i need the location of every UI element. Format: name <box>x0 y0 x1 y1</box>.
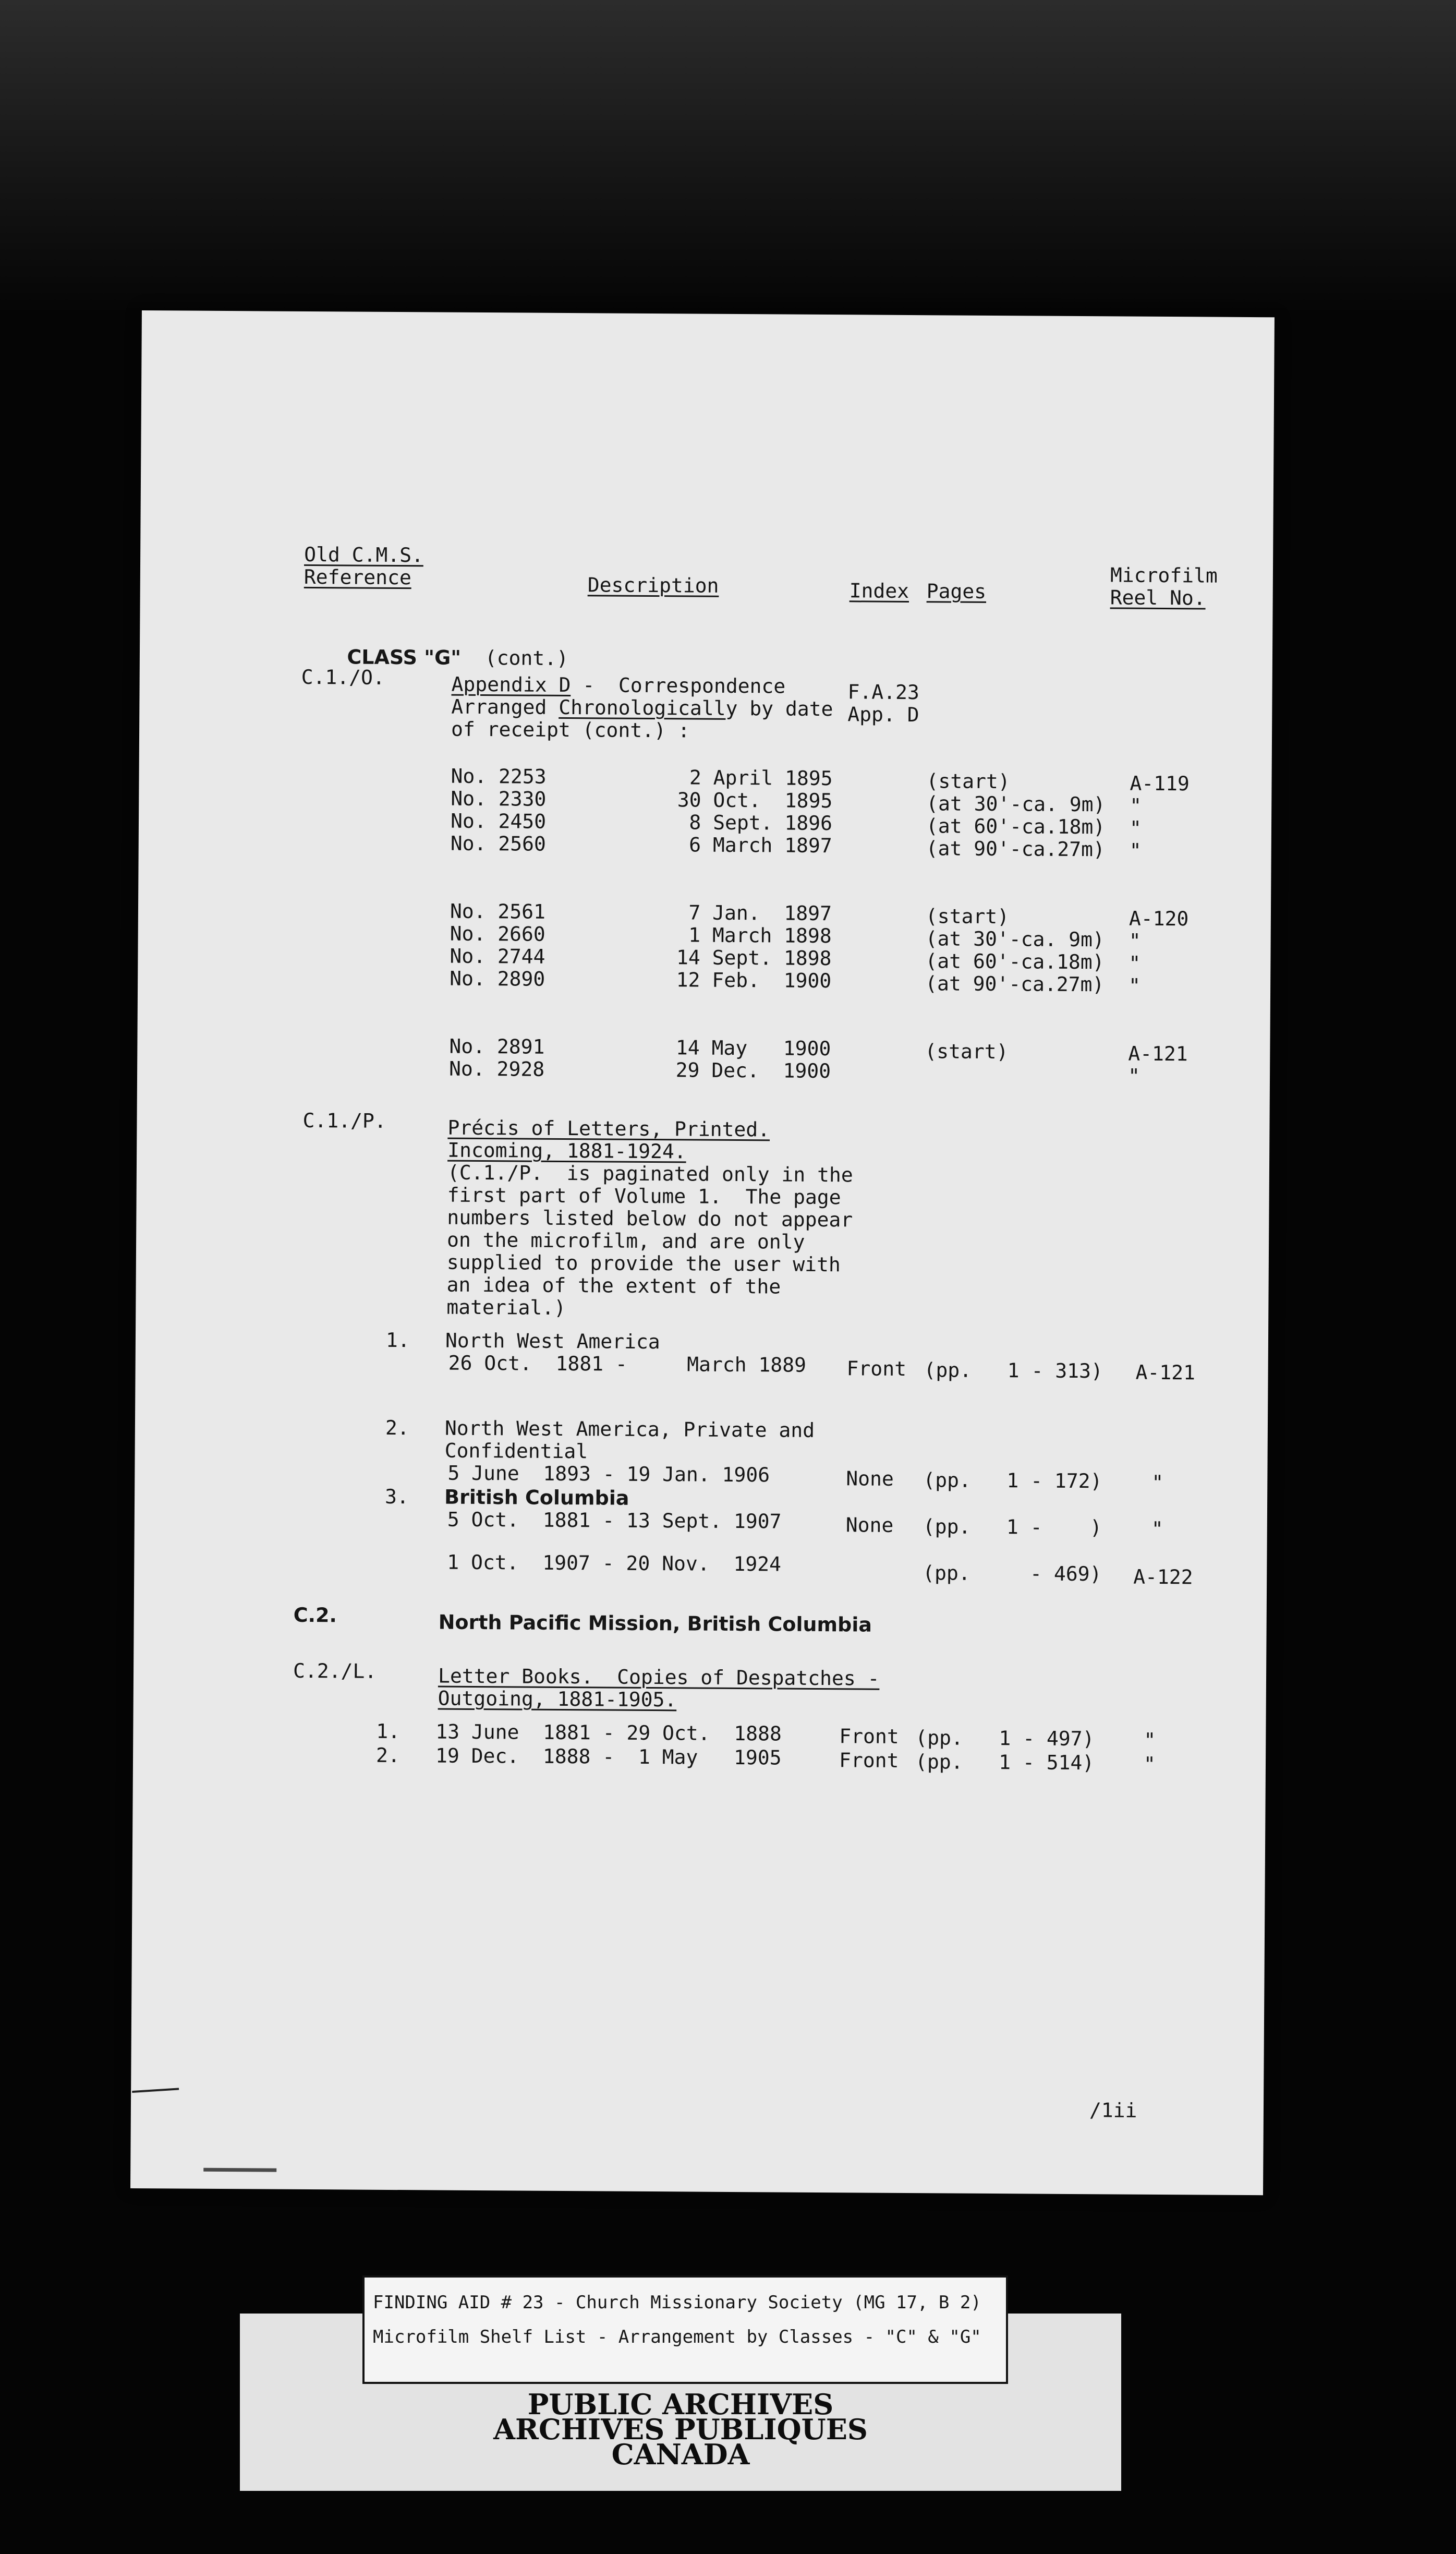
entry-pages: (start) <box>925 1040 1009 1064</box>
class-heading-label: CLASS "G" <box>347 645 462 669</box>
entry-number: No. 2890 <box>450 967 545 991</box>
page-edge-mark <box>203 2168 276 2172</box>
entry-date: 14 May 1900 <box>675 1036 831 1061</box>
item-reel: " <box>1151 1517 1163 1541</box>
item-title: North West America, Private and <box>444 1416 815 1442</box>
entry-pages: (at 30'-ca. 9m) <box>926 792 1106 816</box>
item-dates: 5 Oct. 1881 - 13 Sept. 1907 <box>447 1508 782 1533</box>
item-number: 3. <box>384 1485 409 1509</box>
letterbook-pages: (pp. 1 - 514) <box>915 1750 1095 1775</box>
c1o-index2: App. D <box>847 703 919 727</box>
letterbook-reel: " <box>1144 1728 1156 1752</box>
item-title: British Columbia <box>444 1485 629 1510</box>
entry-reel: " <box>1129 951 1141 975</box>
entry-reel: A-119 <box>1130 772 1190 796</box>
c2-title: North Pacific Mission, British Columbia <box>438 1610 872 1636</box>
entry-number: No. 2450 <box>450 809 547 833</box>
c1o-index1: F.A.23 <box>847 680 919 704</box>
c2l-ref: C.2./L. <box>293 1659 377 1683</box>
header-description: Description <box>587 573 719 597</box>
entry-reel: " <box>1130 794 1142 817</box>
c1p-note-line: numbers listed below do not appear <box>447 1206 853 1232</box>
entry-number: No. 2928 <box>448 1057 545 1081</box>
c1p-note-line: (C.1./P. is paginated only in the <box>447 1161 853 1187</box>
c1p-note-line: on the microfilm, and are only <box>446 1228 805 1254</box>
entry-pages: (at 60'-ca.18m) <box>926 814 1106 839</box>
stamp-line2: ARCHIVES PUBLIQUES <box>493 2413 868 2446</box>
letterbook-pages: (pp. 1 - 497) <box>915 1726 1095 1751</box>
c1o-line2-pre: Arranged <box>451 695 559 719</box>
margin-mark <box>132 2088 179 2093</box>
letterbook-reel: " <box>1143 1752 1156 1776</box>
item-reel: A-121 <box>1135 1360 1196 1384</box>
entry-date: 1 March 1898 <box>688 923 832 948</box>
header-reel-line2: Reel No. <box>1110 586 1206 610</box>
header-pages: Pages <box>926 580 987 603</box>
item-dates: 5 June 1893 - 19 Jan. 1906 <box>447 1461 770 1487</box>
letterbook-number: 1. <box>376 1719 401 1743</box>
header-reel-line1: Microfilm <box>1110 563 1218 587</box>
item-title: North West America <box>445 1329 660 1354</box>
entry-date: 8 Sept. 1896 <box>689 811 833 835</box>
c1p-note-line: material.) <box>446 1295 566 1320</box>
letterbook-dates: 13 June 1881 - 29 Oct. 1888 <box>435 1720 782 1745</box>
c1o-line2 <box>451 696 833 720</box>
item-reel: " <box>1151 1471 1164 1495</box>
c1o-ref: C.1./O. <box>301 665 385 689</box>
entry-number: No. 2660 <box>450 922 545 946</box>
entry-number: No. 2561 <box>450 899 546 923</box>
item-index: None <box>846 1467 894 1490</box>
header-index: Index <box>849 579 909 603</box>
c1o-title <box>451 673 785 698</box>
stamp-line1: PUBLIC ARCHIVES <box>527 2388 834 2421</box>
entry-pages: (at 60'-ca.18m) <box>925 949 1105 974</box>
page-number: /1ii <box>1089 2099 1137 2122</box>
entry-number: No. 2253 <box>451 764 547 788</box>
letterbook-index: Front <box>839 1749 899 1772</box>
item-index: None <box>845 1513 894 1537</box>
entry-pages: (at 30'-ca. 9m) <box>925 927 1105 951</box>
entry-date: 12 Feb. 1900 <box>676 968 832 993</box>
c1p-note-line: an idea of the extent of the <box>446 1273 781 1298</box>
entry-reel: " <box>1129 816 1142 840</box>
item-dates: 26 Oct. 1881 - March 1889 <box>448 1351 807 1377</box>
entry-date: 2 April 1895 <box>689 766 833 790</box>
class-heading-cont: (cont.) <box>484 646 569 670</box>
entry-reel: " <box>1128 974 1141 997</box>
c1p-extra-reel: A-122 <box>1133 1565 1193 1589</box>
item-number: 2. <box>385 1416 409 1440</box>
c1o-line2-post: y by date <box>725 696 833 721</box>
item-pages: (pp. 1 - ) <box>923 1515 1102 1539</box>
c1o-title-main: Appendix D <box>451 672 571 697</box>
entry-reel: A-120 <box>1129 907 1189 931</box>
entry-reel: " <box>1129 839 1142 862</box>
stamp-line3: CANADA <box>611 2438 750 2471</box>
c1p-extra-dates: 1 Oct. 1907 - 20 Nov. 1924 <box>447 1550 782 1576</box>
entry-number: No. 2330 <box>451 787 547 811</box>
entry-reel: " <box>1127 1064 1140 1088</box>
c1p-title2: Incoming, 1881-1924. <box>447 1138 686 1163</box>
entry-date: 30 Oct. 1895 <box>677 788 833 813</box>
entry-reel: A-121 <box>1128 1042 1188 1066</box>
item-pages: (pp. 1 - 313) <box>924 1358 1103 1383</box>
c1p-ref: C.1./P. <box>302 1109 386 1133</box>
c1p-note-line: first part of Volume 1. The page <box>447 1183 841 1209</box>
entry-date: 29 Dec. 1900 <box>675 1058 831 1083</box>
letterbook-index: Front <box>839 1725 899 1748</box>
c2l-title2: Outgoing, 1881-1905. <box>438 1686 677 1712</box>
entry-pages: (at 90'-ca.27m) <box>925 972 1105 996</box>
c1o-line3: of receipt (cont.) : <box>451 717 690 742</box>
c1o-title-rest: - Correspondence <box>571 673 786 698</box>
letterbook-dates: 19 Dec. 1888 - 1 May 1905 <box>435 1744 782 1769</box>
header-ref-line1: Old C.M.S. <box>304 543 424 567</box>
entry-pages: (at 90'-ca.27m) <box>926 837 1106 861</box>
entry-date: 14 Sept. 1898 <box>676 946 832 970</box>
label-line2: Microfilm Shelf List - Arrangement by Classes - "C" & "G" <box>373 2327 981 2347</box>
entry-number: No. 2744 <box>450 944 545 968</box>
document-page <box>130 310 1275 2195</box>
item-title-line2: Confidential <box>444 1439 588 1463</box>
film-background <box>0 0 1456 313</box>
c1o-line2-underlined: Chronologicall <box>559 695 726 720</box>
entry-number: No. 2560 <box>450 832 546 856</box>
entry-reel: " <box>1129 929 1141 953</box>
entry-date: 6 March 1897 <box>689 833 832 858</box>
c1p-extra-pages: (pp. - 469) <box>923 1561 1102 1586</box>
label-line1: FINDING AID # 23 - Church Missionary Society (MG 17, B 2) <box>373 2292 981 2313</box>
item-pages: (pp. 1 - 172) <box>923 1468 1102 1493</box>
c2l-title1: Letter Books. Copies of Despatches - <box>438 1664 880 1690</box>
item-number: 1. <box>385 1328 410 1352</box>
item-index: Front <box>846 1357 907 1380</box>
entry-pages: (start) <box>925 905 1010 929</box>
c2-ref: C.2. <box>293 1603 337 1627</box>
c1p-note-line: supplied to provide the user with <box>446 1250 841 1276</box>
entry-date: 7 Jan. 1897 <box>688 901 832 925</box>
entry-number: No. 2891 <box>449 1034 545 1058</box>
c1p-title1: Précis of Letters, Printed. <box>447 1116 770 1141</box>
header-ref-line2: Reference <box>304 565 411 589</box>
finding-aid-label <box>362 2275 1008 2384</box>
entry-pages: (start) <box>926 769 1010 793</box>
letterbook-number: 2. <box>375 1743 400 1767</box>
